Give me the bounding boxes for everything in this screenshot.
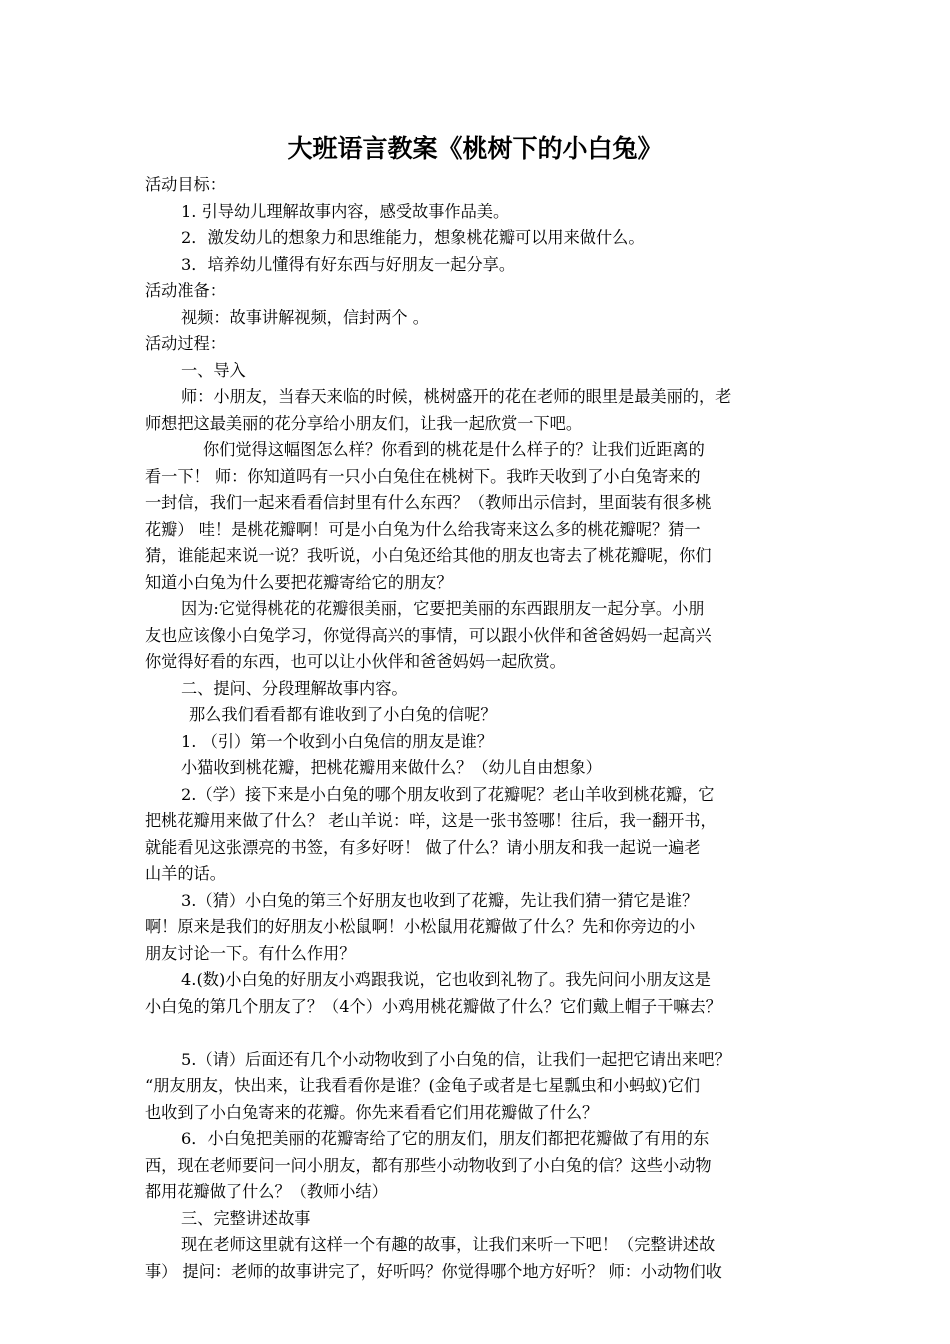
text-line: 一封信，我们一起来看看信封里有什么东西？（教师出示信封，里面装有很多桃 <box>145 493 712 512</box>
document-body <box>145 172 835 1285</box>
text-line: 1. 引导幼儿理解故事内容，感受故事作品美。 <box>181 201 510 221</box>
blank-line <box>145 1020 835 1047</box>
text-line: 三、完整讲述故事 <box>181 1208 311 1228</box>
text-line: 你觉得好看的东西，也可以让小伙伴和爸爸妈妈一起欣赏。 <box>145 652 566 671</box>
text-line: 朋友讨论一下。有什么作用？ <box>145 943 356 963</box>
text-line: 师想把这最美丽的花分享给小朋友们，让我一起欣赏一下吧。 <box>145 413 583 433</box>
text-line: 活动过程： <box>145 334 226 353</box>
text-line: 也收到了小白兔寄来的花瓣。你先来看看它们用花瓣做了什么？ <box>145 1102 599 1122</box>
text-line: 因为:它觉得桃花的花瓣很美丽，它要把美丽的东西跟朋友一起分享。小朋 <box>181 599 705 618</box>
document-title: 大班语言教案《桃树下的小白兔》 <box>287 134 663 163</box>
text-line: 3．培养幼儿懂得有好东西与好朋友一起分享。 <box>181 254 516 274</box>
text-line: 视频：故事讲解视频，信封两个 。 <box>181 307 429 327</box>
text-line: 猜，谁能起来说一说？我听说，小白兔还给其他的朋友也寄去了桃花瓣呢，你们 <box>145 546 712 565</box>
text-line: 知道小白兔为什么要把花瓣寄给它的朋友？ <box>145 572 453 592</box>
text-line: 都用花瓣做了什么？（教师小结） <box>145 1182 388 1201</box>
text-line: 你们觉得这幅图怎么样？你看到的桃花是什么样子的？让我们近距离的 <box>203 440 705 459</box>
text-line: 6．小白兔把美丽的花瓣寄给了它的朋友们，朋友们都把花瓣做了有用的东 <box>181 1129 710 1148</box>
text-line: 3.（猜）小白兔的第三个好朋友也收到了花瓣，先让我们猜一猜它是谁？ <box>181 890 699 910</box>
text-line: 二、提问、分段理解故事内容。 <box>181 678 408 698</box>
text-line: “朋友朋友，快出来，让我看看你是谁？(金龟子或者是七星瓢虫和小蚂蚁)它们 <box>145 1076 701 1095</box>
text-line: 2.（学）接下来是小白兔的哪个朋友收到了花瓣呢？老山羊收到桃花瓣，它 <box>181 784 715 804</box>
text-line: 山羊的话。 <box>145 864 226 883</box>
text-line: 4.(数)小白兔的好朋友小鸡跟我说，它也收到礼物了。我先问问小朋友这是 <box>181 970 711 989</box>
text-line: 就能看见这张漂亮的书签，有多好呀！ 做了什么？请小朋友和我一起说一遍老 <box>145 837 701 857</box>
text-line: 小白兔的第几个朋友了？（4个）小鸡用桃花瓣做了什么？它们戴上帽子干嘛去？ <box>145 996 722 1016</box>
text-line: 那么我们看看都有谁收到了小白兔的信呢？ <box>189 705 497 724</box>
text-line: 活动目标： <box>145 175 226 194</box>
text-line: 2．激发幼儿的想象力和思维能力，想象桃花瓣可以用来做什么。 <box>181 228 645 247</box>
text-line: 友也应该像小白兔学习，你觉得高兴的事情，可以跟小伙伴和爸爸妈妈一起高兴 <box>145 625 712 645</box>
text-line: 西，现在老师要问一问小朋友，都有那些小动物收到了小白兔的信？这些小动物 <box>145 1155 712 1175</box>
text-line: 现在老师这里就有这样一个有趣的故事，让我们来听一下吧！（完整讲述故 <box>181 1235 716 1254</box>
text-line: 看一下！ 师：你知道吗有一只小白兔住在桃树下。我昨天收到了小白兔寄来的 <box>145 466 701 486</box>
text-line: 一、导入 <box>181 360 246 380</box>
text-line: 活动准备： <box>145 281 226 300</box>
text-line: 事） 提问：老师的故事讲完了，好听吗？你觉得哪个地方好听？ 师：小动物们收 <box>145 1261 722 1281</box>
text-line: 啊！原来是我们的好朋友小松鼠啊！小松鼠用花瓣做了什么？先和你旁边的小 <box>145 917 696 936</box>
text-line: 把桃花瓣用来做了什么？ 老山羊说：咩，这是一张书签哪！往后，我一翻开书， <box>145 811 717 830</box>
text-line: 师：小朋友，当春天来临的时候，桃树盛开的花在老师的眼里是最美丽的，老 <box>181 387 732 406</box>
text-line: 花瓣） 哇！是桃花瓣啊！可是小白兔为什么给我寄来这么多的桃花瓣呢？猜一 <box>145 519 701 539</box>
text-line: 5.（请）后面还有几个小动物收到了小白兔的信，让我们一起把它请出来吧？ <box>181 1049 731 1069</box>
text-line: 小猫收到桃花瓣，把桃花瓣用来做什么？（幼儿自由想象） <box>181 758 602 777</box>
text-line: 1. （引）第一个收到小白兔信的朋友是谁？ <box>181 731 493 751</box>
